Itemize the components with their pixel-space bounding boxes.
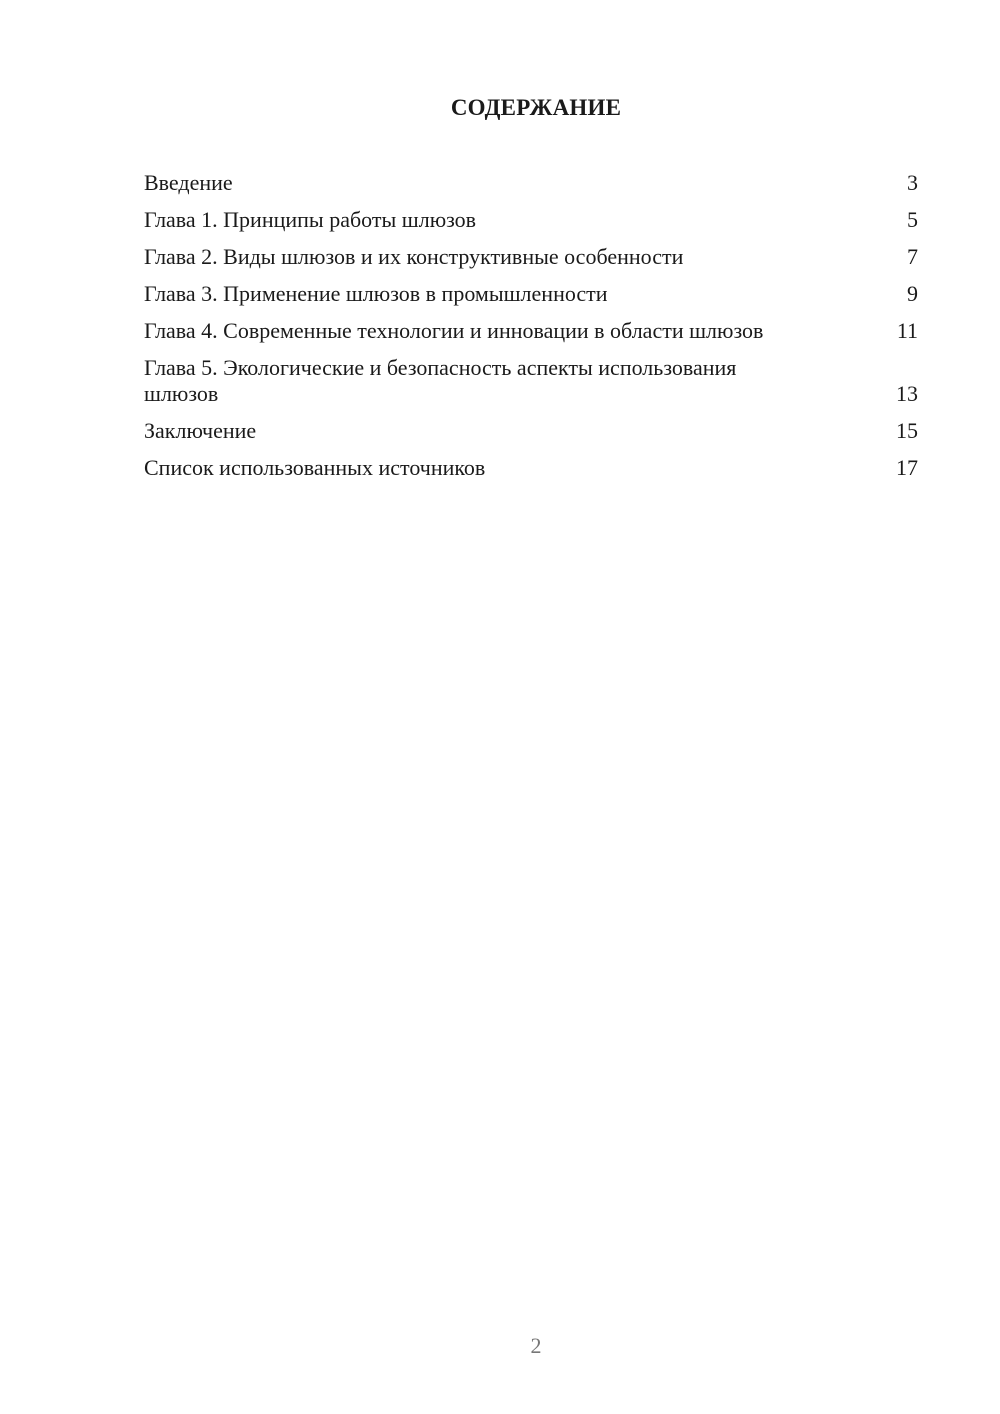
toc-entry-label: Глава 5. Экологические и безопасность аспекты использования шлюзов	[144, 355, 737, 406]
toc-entry-label: Глава 2. Виды шлюзов и их конструктивные особенности	[144, 244, 684, 269]
toc-entry-chapter-4[interactable]	[144, 318, 918, 344]
toc-entry-page: 9	[907, 281, 918, 306]
toc-entry-chapter-3[interactable]	[144, 281, 918, 307]
page-title: СОДЕРЖАНИЕ	[450, 95, 622, 120]
toc-entry-label: Глава 1. Принципы работы шлюзов	[144, 207, 477, 232]
toc-entry-conclusion[interactable]	[144, 418, 918, 444]
toc-entry-page: 15	[896, 418, 918, 443]
toc-entry-page: 17	[896, 455, 918, 480]
toc-entry-page: 11	[896, 318, 918, 343]
toc-entry-label: Глава 4. Современные технологии и инновации в области шлюзов	[144, 318, 764, 343]
toc-entry-introduction[interactable]	[144, 170, 918, 196]
toc-entry-references[interactable]	[144, 455, 918, 481]
toc-entry-chapter-2[interactable]	[144, 244, 918, 270]
page-number: 2	[530, 1333, 542, 1358]
toc-entry-page: 5	[907, 207, 918, 232]
toc-entry-chapter-5[interactable]	[144, 355, 918, 407]
toc-entry-label: Заключение	[144, 418, 257, 443]
table-of-contents	[144, 170, 918, 492]
toc-entry-chapter-1[interactable]	[144, 207, 918, 233]
toc-entry-page: 3	[907, 170, 918, 195]
toc-entry-label: Введение	[144, 170, 233, 195]
toc-entry-label: Глава 3. Применение шлюзов в промышленности	[144, 281, 608, 306]
toc-entry-page: 13	[896, 381, 918, 406]
toc-entry-page: 7	[907, 244, 918, 269]
toc-entry-label: Список использованных источников	[144, 455, 486, 480]
